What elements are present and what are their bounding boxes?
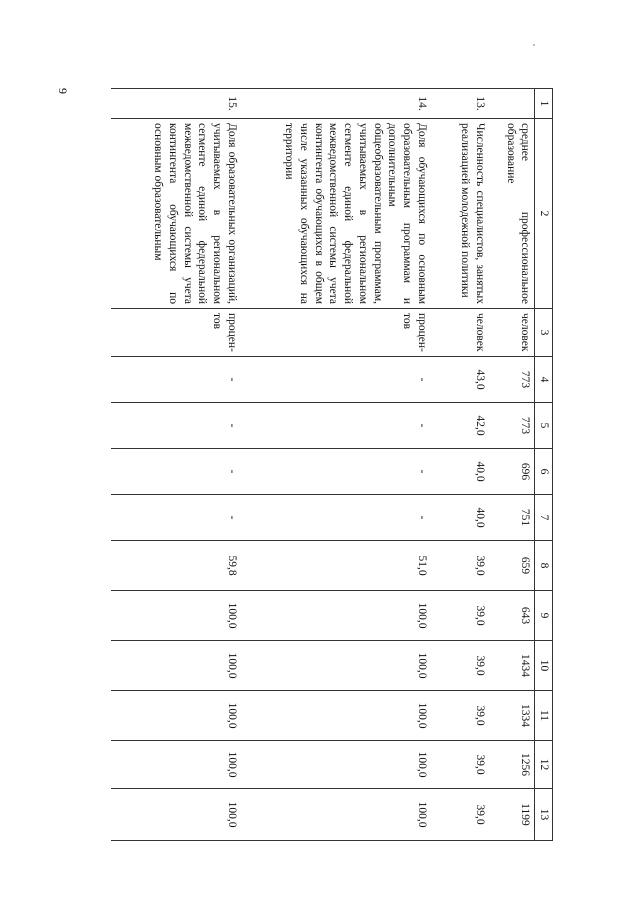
value-cell: 1256: [489, 741, 535, 789]
header-cell: 2: [535, 119, 553, 309]
header-cell: 1: [535, 89, 553, 119]
value-cell: 659: [489, 541, 535, 591]
value-cell: 100,0: [111, 641, 241, 691]
header-cell: 13: [535, 789, 553, 841]
indicator-name: среднее профессиональное образование: [489, 119, 535, 309]
header-cell: 4: [535, 357, 553, 403]
value-cell: 43,0: [431, 357, 489, 403]
value-cell: 39,0: [431, 691, 489, 741]
header-cell: 6: [535, 449, 553, 495]
row-number: 15.: [111, 89, 241, 119]
value-cell: 42,0: [431, 403, 489, 449]
value-cell: 100,0: [241, 641, 431, 691]
value-cell: -: [111, 449, 241, 495]
header-cell: 11: [535, 691, 553, 741]
indicator-name: Доля обучающихся по основным образовательным программам и дополнительным общеобразовательным программам, учитываемых в региональном сегменте единой федеральной межведомственной системы учета контингента обучающихся в общем числе указанных обучающихся на территории: [241, 119, 431, 309]
value-cell: 100,0: [111, 591, 241, 641]
unit-cell: процен-тов: [111, 309, 241, 357]
value-cell: 100,0: [241, 789, 431, 841]
value-cell: 100,0: [111, 741, 241, 789]
value-cell: 40,0: [431, 449, 489, 495]
row-number: [489, 89, 535, 119]
value-cell: 773: [489, 403, 535, 449]
header-cell: 5: [535, 403, 553, 449]
header-cell: 12: [535, 741, 553, 789]
value-cell: 39,0: [431, 789, 489, 841]
value-cell: 751: [489, 495, 535, 541]
value-cell: 1199: [489, 789, 535, 841]
unit-cell: человек: [489, 309, 535, 357]
table-row: [431, 89, 489, 841]
indicator-table: [111, 88, 553, 841]
value-cell: 51,0: [241, 541, 431, 591]
value-cell: 773: [489, 357, 535, 403]
header-cell: 9: [535, 591, 553, 641]
page-number: 9: [56, 88, 70, 94]
indicator-name: Численность специалистов, занятых реализацией молодежной политики: [431, 119, 489, 309]
value-cell: 40,0: [431, 495, 489, 541]
value-cell: 643: [489, 591, 535, 641]
value-cell: 39,0: [431, 591, 489, 641]
value-cell: 100,0: [241, 691, 431, 741]
indicator-name: Доля образовательных организаций, учитываемых в региональном сегменте единой федеральной межведомственной системы учета контингента обучающихся по основным образовательным: [111, 119, 241, 309]
value-cell: 1434: [489, 641, 535, 691]
unit-cell: процен-тов: [241, 309, 431, 357]
value-cell: 1334: [489, 691, 535, 741]
value-cell: -: [111, 403, 241, 449]
value-cell: 696: [489, 449, 535, 495]
header-row: [535, 89, 553, 841]
value-cell: 100,0: [241, 591, 431, 641]
value-cell: -: [241, 449, 431, 495]
value-cell: -: [111, 357, 241, 403]
row-number: 13.: [431, 89, 489, 119]
value-cell: 100,0: [111, 691, 241, 741]
value-cell: 39,0: [431, 541, 489, 591]
table-row: [489, 89, 535, 841]
value-cell: -: [111, 495, 241, 541]
header-cell: 8: [535, 541, 553, 591]
value-cell: -: [241, 495, 431, 541]
header-cell: 3: [535, 309, 553, 357]
unit-cell: человек: [431, 309, 489, 357]
value-cell: 39,0: [431, 741, 489, 789]
value-cell: -: [241, 403, 431, 449]
value-cell: 100,0: [241, 741, 431, 789]
table-row: [241, 89, 431, 841]
header-cell: 7: [535, 495, 553, 541]
table-row: [111, 89, 241, 841]
value-cell: 100,0: [111, 789, 241, 841]
value-cell: 39,0: [431, 641, 489, 691]
row-number: 14.: [241, 89, 431, 119]
scan-speck: [533, 44, 535, 46]
value-cell: 59,8: [111, 541, 241, 591]
value-cell: -: [241, 357, 431, 403]
header-cell: 10: [535, 641, 553, 691]
rotated-table-wrapper: [123, 88, 553, 840]
